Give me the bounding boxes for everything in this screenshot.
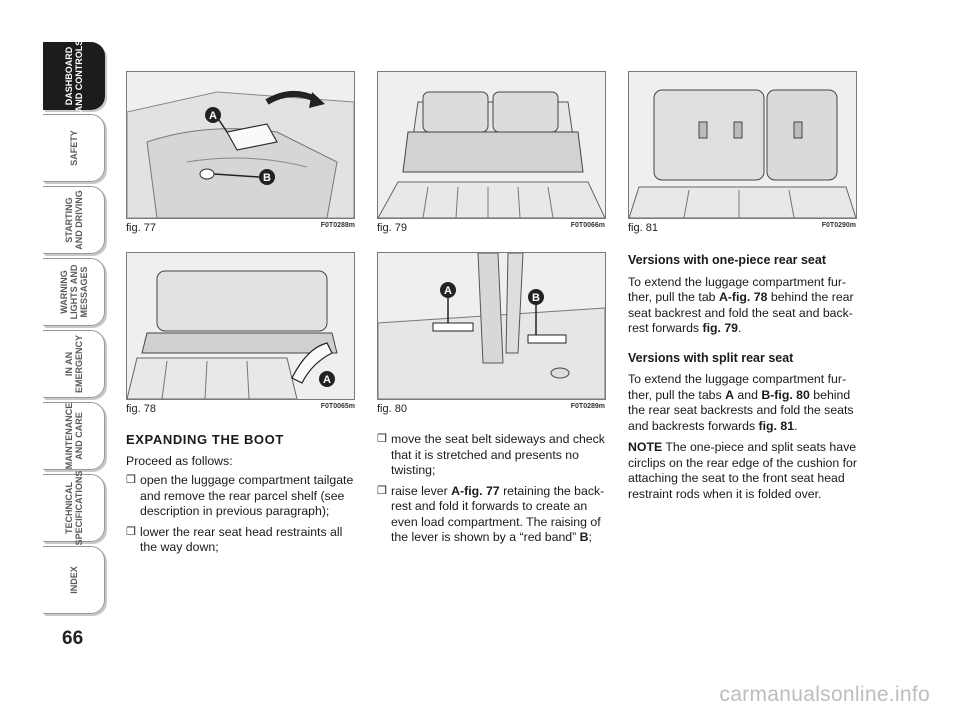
figure-reference: fig. 79 <box>702 321 739 335</box>
fig79-caption: fig. 79 <box>377 222 407 234</box>
tab-label: SAFETY <box>68 130 79 166</box>
tab-index[interactable] <box>43 546 105 614</box>
tab-label: MAINTENANCE AND CARE <box>63 402 84 470</box>
fig78-caption: fig. 78 <box>126 403 156 415</box>
column-3-text <box>628 253 857 506</box>
bullet-text: lower the rear seat head restraints all the way down; <box>140 524 343 554</box>
fig80-caption: fig. 80 <box>377 403 407 415</box>
tab-in-an-emergency[interactable] <box>43 330 105 398</box>
fig80-label-b: B <box>532 292 540 304</box>
tab-technical-specifications[interactable] <box>43 470 105 546</box>
figure-77 <box>126 71 355 219</box>
fig81-illustration <box>629 72 856 218</box>
page-number: 66 <box>62 628 84 649</box>
paragraph <box>628 372 857 434</box>
tab-warning-lights[interactable] <box>43 258 105 326</box>
bullet-text: raise lever <box>391 483 452 498</box>
bullet-item <box>377 432 606 479</box>
bullet-checkbox-icon: ❒ <box>377 484 387 497</box>
figure-79 <box>377 71 606 219</box>
tab-safety[interactable] <box>43 114 105 182</box>
bullet-text: move the seat belt sideways and check that it is stretched and presents no twisting; <box>391 432 605 477</box>
paragraph <box>628 275 857 337</box>
tab-label: WARNING LIGHTS AND MESSAGES <box>58 264 89 320</box>
column-2-text <box>377 432 606 551</box>
figure-reference: B-fig. 80 <box>761 387 810 402</box>
tab-label: TECHNICAL SPECIFICATIONS <box>63 470 84 546</box>
bullet-item <box>377 484 606 546</box>
fig80-code: F0T0289m <box>570 403 605 410</box>
fig77-caption: fig. 77 <box>126 222 156 234</box>
bullet-text: open the luggage compartment tailgate and remove the rear parcel shelf (see description in previous paragraph); <box>140 473 354 518</box>
bullet-text: retaining the back-rest and fold it forwards to create an even load compartment. The raising of the lever is shown by a “red band” <box>391 483 605 544</box>
note-text: The one-piece and split seats have circlips on the rear edge of the cushion for attaching the seat to the front seat head restraint rods when it is folded over. <box>628 440 857 501</box>
fig77-code: F0T0288m <box>320 222 355 229</box>
section-heading: EXPANDING THE BOOT <box>126 432 284 447</box>
figure-78 <box>126 252 355 400</box>
subheading-split: Versions with split rear seat <box>628 350 794 365</box>
bullet-checkbox-icon: ❒ <box>377 433 387 445</box>
fig81-caption: fig. 81 <box>628 222 658 234</box>
watermark: carmanualsonline.info <box>719 683 930 706</box>
fig78-label-a: A <box>323 374 331 386</box>
figure-reference: A <box>725 387 734 402</box>
paragraph-text: and <box>733 387 762 402</box>
column-1-text <box>126 432 355 561</box>
fig81-code: F0T0290m <box>821 222 856 229</box>
figure-reference: fig. 81 <box>758 418 795 433</box>
fig78-code: F0T0065m <box>320 403 355 410</box>
tab-label: INDEX <box>68 566 79 594</box>
tab-starting-and-driving[interactable] <box>43 186 105 254</box>
bullet-checkbox-icon: ❒ <box>126 474 136 486</box>
bullet-text: ; <box>588 530 592 544</box>
fig79-illustration <box>378 72 605 218</box>
figure-reference: B <box>579 530 589 544</box>
note-label: NOTE <box>628 440 663 454</box>
bullet-item <box>126 525 355 556</box>
fig80-illustration <box>378 253 605 399</box>
paragraph-text: behind the rear seat backrest and fold the seat and back-rest forwards <box>628 290 854 335</box>
tab-maintenance[interactable] <box>43 402 105 470</box>
paragraph-text: . <box>794 418 798 433</box>
fig78-illustration <box>127 253 354 399</box>
fig77-label-b: B <box>263 172 271 184</box>
tab-label: IN AN EMERGENCY <box>63 334 84 394</box>
note-paragraph <box>628 440 857 502</box>
figure-reference: A-fig. 78 <box>718 290 768 304</box>
tab-label: DASHBOARD AND CONTROLS <box>63 39 84 113</box>
tab-label: STARTING AND DRIVING <box>63 190 84 250</box>
paragraph-text: To extend the luggage compartment fur-ther, pull the tab <box>628 274 847 304</box>
bullet-checkbox-icon: ❒ <box>126 525 136 538</box>
paragraph-text: . <box>738 321 742 335</box>
figure-81 <box>628 71 857 219</box>
paragraph-text: behind the rear seat backrests and fold the seats and backrests forwards <box>628 387 854 433</box>
intro-text: Proceed as follows: <box>126 453 233 468</box>
paragraph-text: To extend the luggage compartment fur-ther, pull the tabs <box>628 372 847 402</box>
tab-dashboard-and-controls[interactable] <box>43 39 105 113</box>
figure-reference: A-fig. 77 <box>451 483 500 498</box>
bullet-item <box>126 473 355 520</box>
subheading-one-piece: Versions with one-piece rear seat <box>628 253 826 267</box>
fig80-label-a: A <box>444 285 452 297</box>
figure-80 <box>377 252 606 400</box>
fig79-code: F0T0066m <box>570 222 605 229</box>
fig77-illustration <box>127 72 354 218</box>
fig77-label-a: A <box>209 110 217 122</box>
